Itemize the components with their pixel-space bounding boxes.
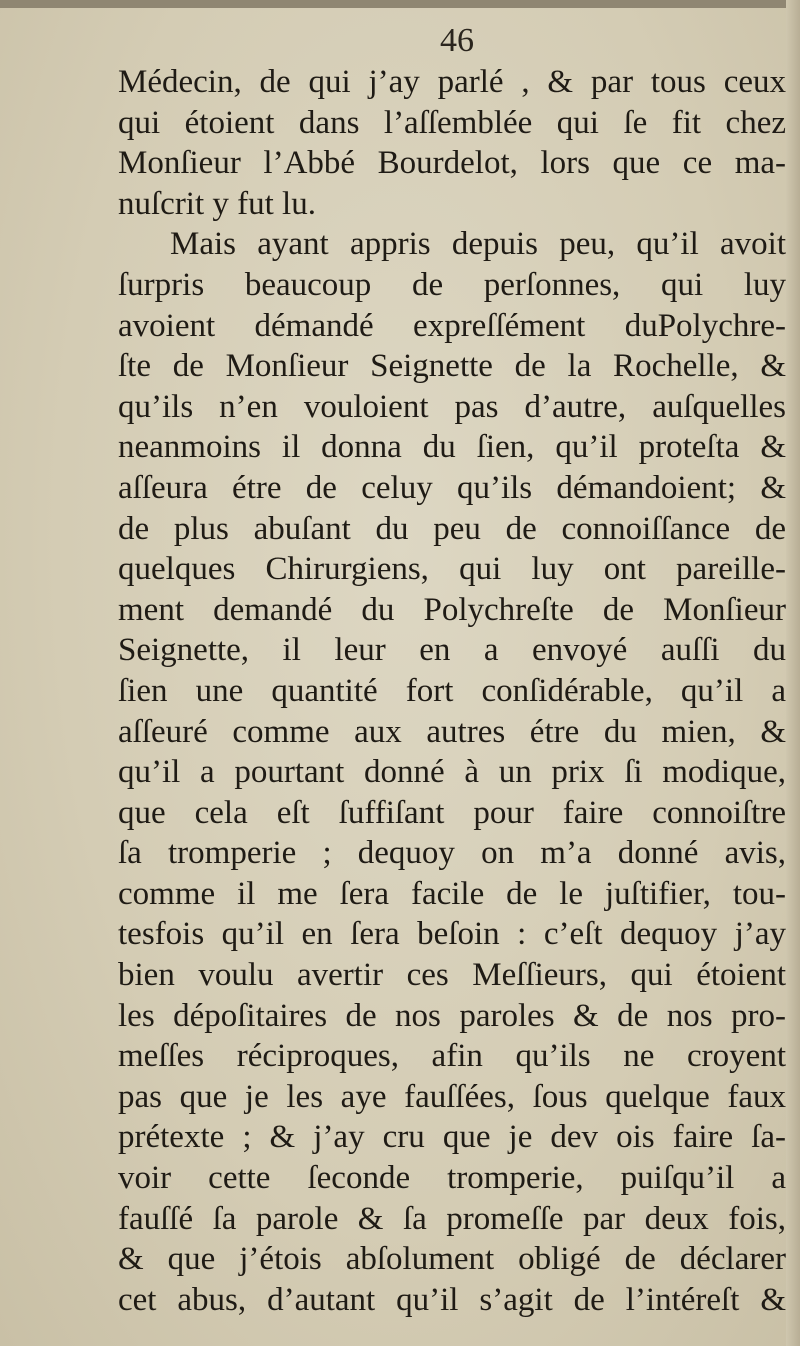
text-line: ſa tromperie ; dequoy on m’a donné avis, — [118, 835, 786, 872]
body-text — [118, 62, 786, 1320]
text-line: quelques Chirurgiens, qui luy ont pareille- — [118, 551, 786, 588]
text-line: meſſes réciproques, afin qu’ils ne croyent — [118, 1038, 786, 1075]
text-line: aſſeura étre de celuy qu’ils démandoient; & — [118, 469, 786, 506]
text-line: ſien une quantité fort conſidérable, qu’il a — [118, 672, 786, 709]
text-line: Monſieur l’Abbé Bourdelot, lors que ce ma- — [118, 145, 786, 182]
text-line: pas que je les aye fauſſées, ſous quelque faux — [118, 1078, 786, 1115]
text-line: prétexte ; & j’ay cru que je dev ois faire ſa- — [118, 1119, 786, 1156]
text-line: que cela eſt ſuffiſant pour faire connoiſtre — [118, 794, 786, 831]
text-line: qu’il a pourtant donné à un prix ſi modique, — [118, 754, 786, 791]
page-right-edge — [786, 0, 800, 1346]
text-line: bien voulu avertir ces Meſſieurs, qui étoient — [118, 957, 786, 994]
text-line: les dépoſitaires de nos paroles & de nos pro- — [118, 997, 786, 1034]
text-line: ment demandé du Polychreſte de Monſieur — [118, 591, 786, 628]
text-line: tesfois qu’il en ſera beſoin : c’eſt dequoy j’ay — [118, 916, 786, 953]
text-line: neanmoins il donna du ſien, qu’il proteſta & — [118, 429, 786, 466]
text-line: comme il me ſera facile de le juſtifier, tou- — [118, 875, 786, 912]
text-line: & que j’étois abſolument obligé de déclarer — [118, 1241, 786, 1278]
text-line: Mais ayant appris depuis peu, qu’il avoit — [170, 226, 786, 263]
page-number: 46 — [440, 22, 474, 59]
text-line: ſte de Monſieur Seignette de la Rochelle, & — [118, 348, 786, 385]
text-line: qui étoient dans l’aſſemblée qui ſe fit chez — [118, 104, 786, 141]
text-line: de plus abuſant du peu de connoiſſance de — [118, 510, 786, 547]
text-line: nuſcrit y fut lu. — [118, 185, 316, 222]
text-line: fauſſé ſa parole & ſa promeſſe par deux fois, — [118, 1200, 786, 1237]
text-line: aſſeuré comme aux autres étre du mien, & — [118, 713, 786, 750]
text-line: cet abus, d’autant qu’il s’agit de l’intéreſt & — [118, 1281, 786, 1318]
text-line: Seignette, il leur en a envoyé auſſi du — [118, 632, 786, 669]
text-line: ſurpris beaucoup de perſonnes, qui luy — [118, 266, 786, 303]
text-line: voir cette ſeconde tromperie, puiſqu’il a — [118, 1160, 786, 1197]
text-line: qu’ils n’en vouloient pas d’autre, auſquelles — [118, 388, 786, 425]
text-line: avoient démandé expreſſément duPolychre- — [118, 307, 786, 344]
text-line: Médecin, de qui j’ay parlé , & par tous ceux — [118, 64, 786, 100]
page-top-edge — [0, 0, 800, 8]
